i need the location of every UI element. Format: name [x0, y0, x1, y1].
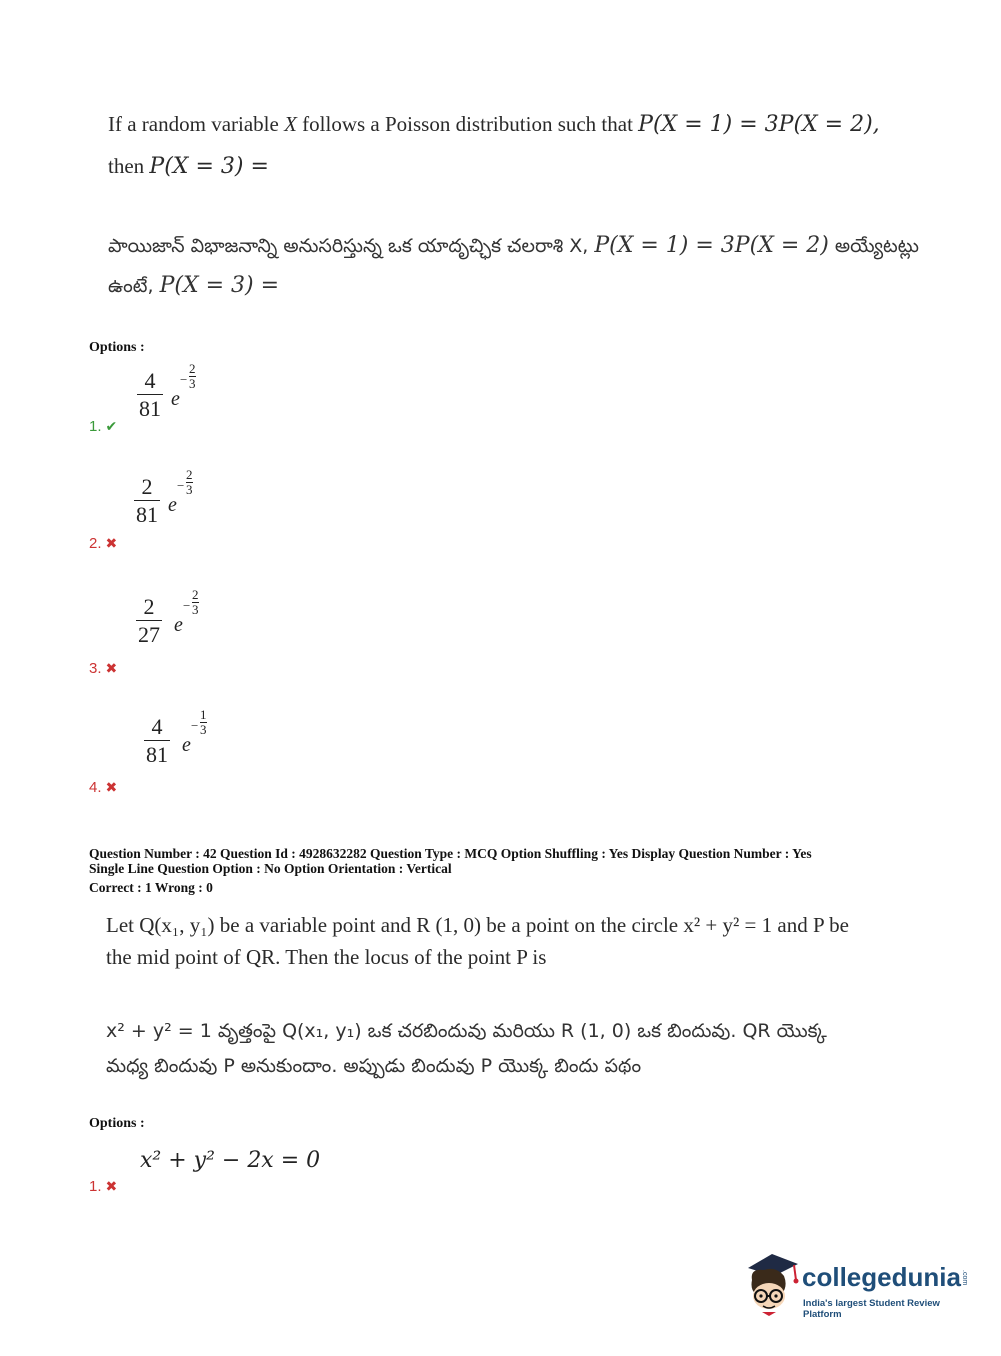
q41-telugu-post: అయ్యేటట్లు: [834, 235, 919, 257]
logo-name: collegedunia: [802, 1262, 961, 1292]
logo-suffix: .com: [961, 1270, 968, 1286]
question-42-telugu-line2: మధ్య బిందువు P అనుకుందాం. అప్పుడు బిందువు P యొక్క బిందు పథం: [106, 1055, 642, 1077]
exponential: e − 1 3: [182, 707, 207, 756]
question-meta-line3: Correct : 1 Wrong : 0: [89, 880, 213, 895]
exponential: e − 2 3: [168, 467, 193, 516]
q42-option-1[interactable]: 1. ✖: [89, 1178, 118, 1195]
q41-telugu-text: పాయిజాన్ విభాజనాన్ని అనుసరిస్తున్న ఒక యాదృచ్ఛిక చలరాశి X,: [108, 235, 589, 257]
exponential: e − 2 3: [174, 587, 199, 636]
question-42-line1: Let Q(x₁, y₁) be a variable point and R (1, 0) be a point on the circle x² + y² = 1 and P be: [106, 913, 849, 937]
q41-telugu-text2: ఉంటే,: [108, 275, 154, 297]
logo-tagline: India's largest Student Review Platform: [803, 1298, 940, 1320]
q41-option-2[interactable]: 2. ✖: [89, 535, 118, 552]
q41-text: If a random variable: [108, 112, 285, 136]
question-41-telugu-line2: [108, 268, 279, 304]
q41-condition-math: P(X = 1) = 3P(X = 2),: [638, 112, 880, 137]
question-meta-line2: Single Line Question Option : No Option Orientation : Vertical: [89, 861, 452, 876]
exponential: e − 2 3: [171, 361, 196, 410]
cross-icon: ✖: [105, 780, 118, 796]
q41-telugu-math2: P(X = 3) =: [159, 273, 280, 298]
fraction: $\frac{4}{81}$: [146, 714, 168, 767]
collegedunia-logo: [742, 1250, 972, 1320]
q41-option-3-expression: [136, 587, 199, 649]
question-41-line1: [108, 104, 880, 145]
cross-icon: ✖: [105, 661, 118, 677]
cross-icon: ✖: [105, 536, 118, 552]
q42-option-1-expression: x² + y² − 2x = 0: [140, 1148, 321, 1173]
q41-option-4[interactable]: 4. ✖: [89, 779, 118, 796]
q41-option-1-expression: [137, 361, 196, 423]
q41-telugu-math: P(X = 1) = 3P(X = 2): [594, 233, 829, 258]
q41-option-2-expression: [134, 467, 193, 529]
q41-target-math: P(X = 3) =: [149, 154, 269, 179]
question-42-telugu-line1: x² + y² = 1 వృత్తంపై Q(x₁, y₁) ఒక చరబిందువు మరియు R (1, 0) ఒక బిందువు. QR యొక్క: [106, 1020, 827, 1042]
fraction: $\frac{4}{81}$: [139, 368, 161, 421]
question-41-telugu-line1: [108, 228, 919, 264]
mascot-icon: [742, 1250, 802, 1316]
options-label: Options :: [89, 340, 145, 355]
question-meta-line1: Question Number : 42 Question Id : 4928632282 Question Type : MCQ Option Shuffling : Yes Display Question Number : Yes: [89, 846, 812, 861]
fraction: $\frac{2}{27}$: [138, 594, 160, 647]
options-label: Options :: [89, 1116, 145, 1131]
q41-variable: X: [284, 112, 297, 136]
cross-icon: ✖: [105, 1179, 118, 1195]
q41-option-3[interactable]: 3. ✖: [89, 660, 118, 677]
q41-option-1[interactable]: 1. ✔: [89, 418, 118, 435]
q41-then: then: [108, 154, 150, 178]
check-icon: ✔: [105, 419, 118, 435]
q41-text-mid: follows a Poisson distribution such that: [296, 112, 639, 136]
question-42-line2: the mid point of QR. Then the locus of the point P is: [106, 945, 547, 969]
q41-option-4-expression: [144, 707, 207, 769]
fraction: $\frac{2}{81}$: [136, 474, 158, 527]
question-41-line2: [108, 146, 269, 187]
